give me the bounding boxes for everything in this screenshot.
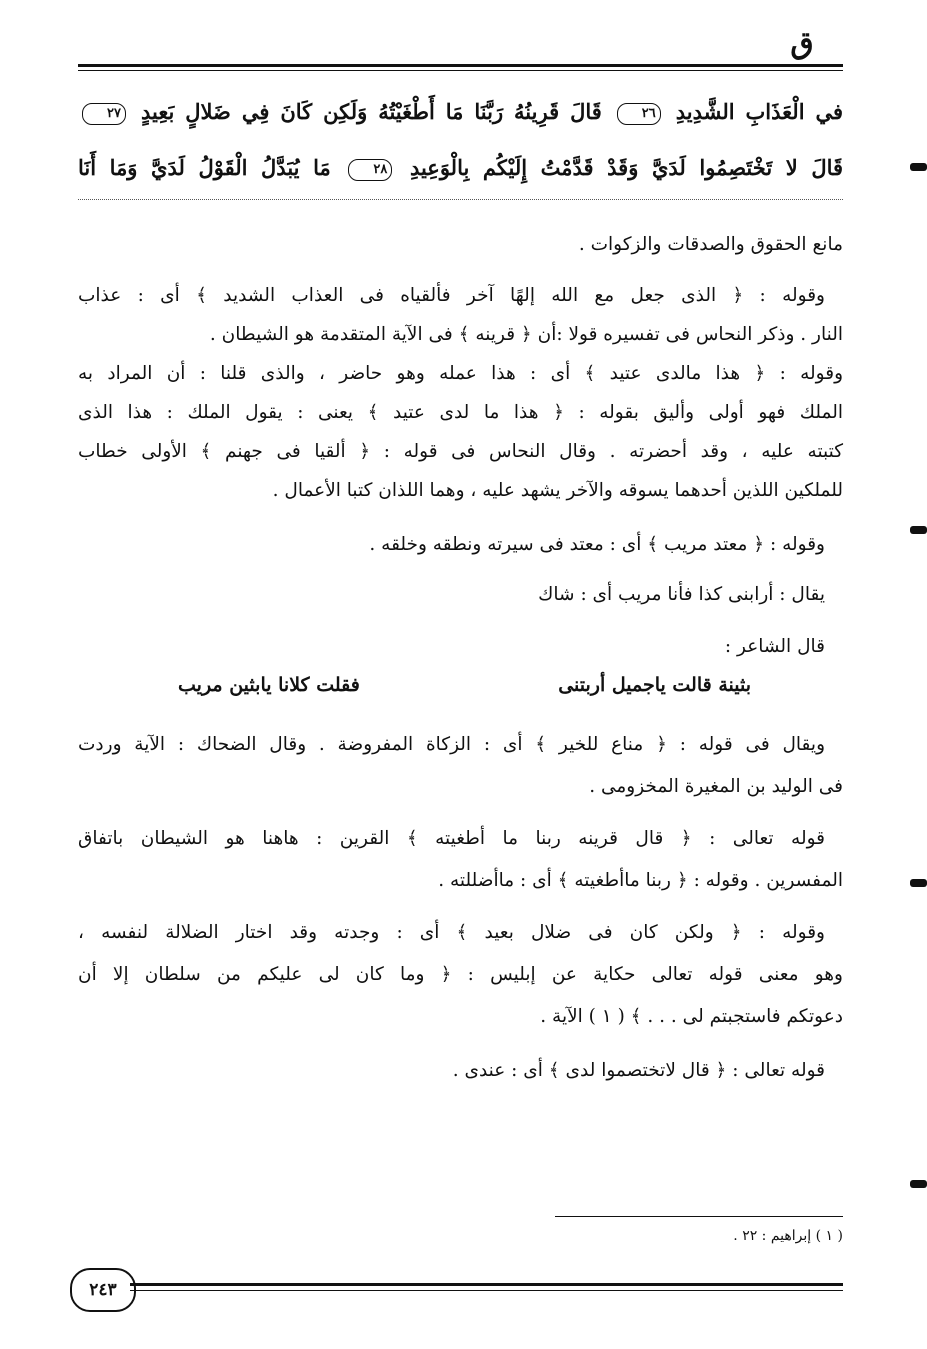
paragraph-line: دعوتكم فاستجبتم لى . . . ﴾ ( ١ ) الآية . xyxy=(540,1006,843,1027)
paragraph-line: المفسرين . وقوله : ﴿ ربنا ماأطغيته ﴾ أى : ماأضللته . xyxy=(438,870,843,891)
paragraph-line: وقوله : ﴿ الذى جعل مع الله إلهًا آخر فألقياه فى العذاب الشديد ﴾ أى : عذاب xyxy=(78,285,825,306)
verse-text: قَالَ لا تَخْتَصِمُوا لَدَيَّ وَقَدْ قَدَّمْتُ إِلَيْكُم بِالْوَعِيدِ xyxy=(409,155,844,180)
paragraph-line: فى الوليد بن المغيرة المخزومى . xyxy=(589,776,843,797)
header-rule-thin xyxy=(78,70,843,71)
verse-separator xyxy=(78,199,843,200)
page-number: ٢٤٣ xyxy=(70,1268,136,1312)
paragraph-line: كتبته عليه ، وقد أحضرته . وقال النحاس فى قوله : ﴿ ألقيا فى جهنم ﴾ الأولى خطاب xyxy=(78,441,843,462)
paragraph-line: النار . وذكر النحاس فى تفسيره قولا :أن ﴿ قرينه ﴾ فى الآية المتقدمة هو الشيطان . xyxy=(209,324,843,345)
paragraph-line: وهو معنى قوله تعالى حكاية عن إبليس : ﴿ وما كان لى عليكم من سلطان إلا أن xyxy=(78,964,843,985)
poem-second-hemistich: فقلت كلانا يابثين مريب xyxy=(178,674,360,696)
verse-number-marker: ٢٧ xyxy=(82,103,126,125)
paragraph-line: قال الشاعر : xyxy=(724,636,825,657)
footnote: ( ١ ) إبراهيم : ٢٢ . xyxy=(733,1228,843,1244)
edge-mark xyxy=(910,163,927,171)
verse-text: قَالَ قَرِينُهُ رَبَّنَا مَا أَطْغَيْتُهُ وَلَكِن كَانَ فِي ضَلالٍ بَعِيدٍ xyxy=(140,99,602,124)
verse-text: في الْعَذَابِ الشَّدِيدِ xyxy=(675,99,844,124)
paragraph-line: الملك فهو أولى وأليق بقوله : ﴿ هذا ما لدى عتيد ﴾ يعنى : يقول الملك : هذا الذى xyxy=(78,402,843,423)
edge-mark xyxy=(910,1180,927,1188)
verse-line xyxy=(78,84,843,140)
paragraph-line: ويقال فى قوله : ﴿ مناع للخير ﴾ أى : الزكاة المفروضة . وقال الضحاك : الآية وردت xyxy=(78,734,825,755)
paragraph-line: وقوله : ﴿ معتد مريب ﴾ أى : معتد فى سيرته ونطقه وخلقه . xyxy=(369,534,825,555)
paragraph-line: قوله تعالى : ﴿ قال قرينه ربنا ما أطغيته ﴾ القرين : هاهنا هو الشيطان باتفاق xyxy=(78,828,825,849)
verse-text: مَا يُبَدَّلُ الْقَوْلُ لَدَيَّ وَمَا أَنَا xyxy=(78,155,331,180)
paragraph-line: للملكين اللذين أحدهما يسوقه والآخر يشهد عليه ، وهما اللذان كتبا الأعمال . xyxy=(272,480,843,501)
header-rule-thick xyxy=(78,64,843,67)
verse-number-marker: ٢٦ xyxy=(617,103,661,125)
edge-mark xyxy=(910,526,927,534)
paragraph-line: وقوله : ﴿ ولكن كان فى ضلال بعيد ﴾ أى : وجدته وقد اختار الضلالة لنفسه ، xyxy=(78,922,825,943)
verse-number-marker: ٢٨ xyxy=(348,159,392,181)
paragraph-line: وقوله : ﴿ هذا مالدى عتيد ﴾ أى : هذا عمله وهو حاضر ، والذى قلنا : أن المراد به xyxy=(78,363,843,384)
footer-rule-thin xyxy=(130,1290,843,1291)
commentary xyxy=(78,226,843,1092)
verse-line xyxy=(78,140,843,196)
paragraph-line: مانع الحقوق والصدقات والزكوات . xyxy=(578,234,843,255)
surah-letter: ق xyxy=(790,26,814,61)
poetry-verse xyxy=(78,674,843,714)
footnote-rule xyxy=(555,1216,843,1217)
footer-rule-thick xyxy=(130,1283,843,1286)
edge-mark xyxy=(910,879,927,887)
paragraph-line: يقال : أرابنى كذا فأنا مريب أى : شاك xyxy=(538,584,825,605)
poem-first-hemistich: بثينة قالت ياجميل أربتنى xyxy=(558,674,751,696)
paragraph-line: قوله تعالى : ﴿ قال لاتختصموا لدى ﴾ أى : عندى . xyxy=(452,1060,825,1081)
quran-verses xyxy=(78,84,843,196)
